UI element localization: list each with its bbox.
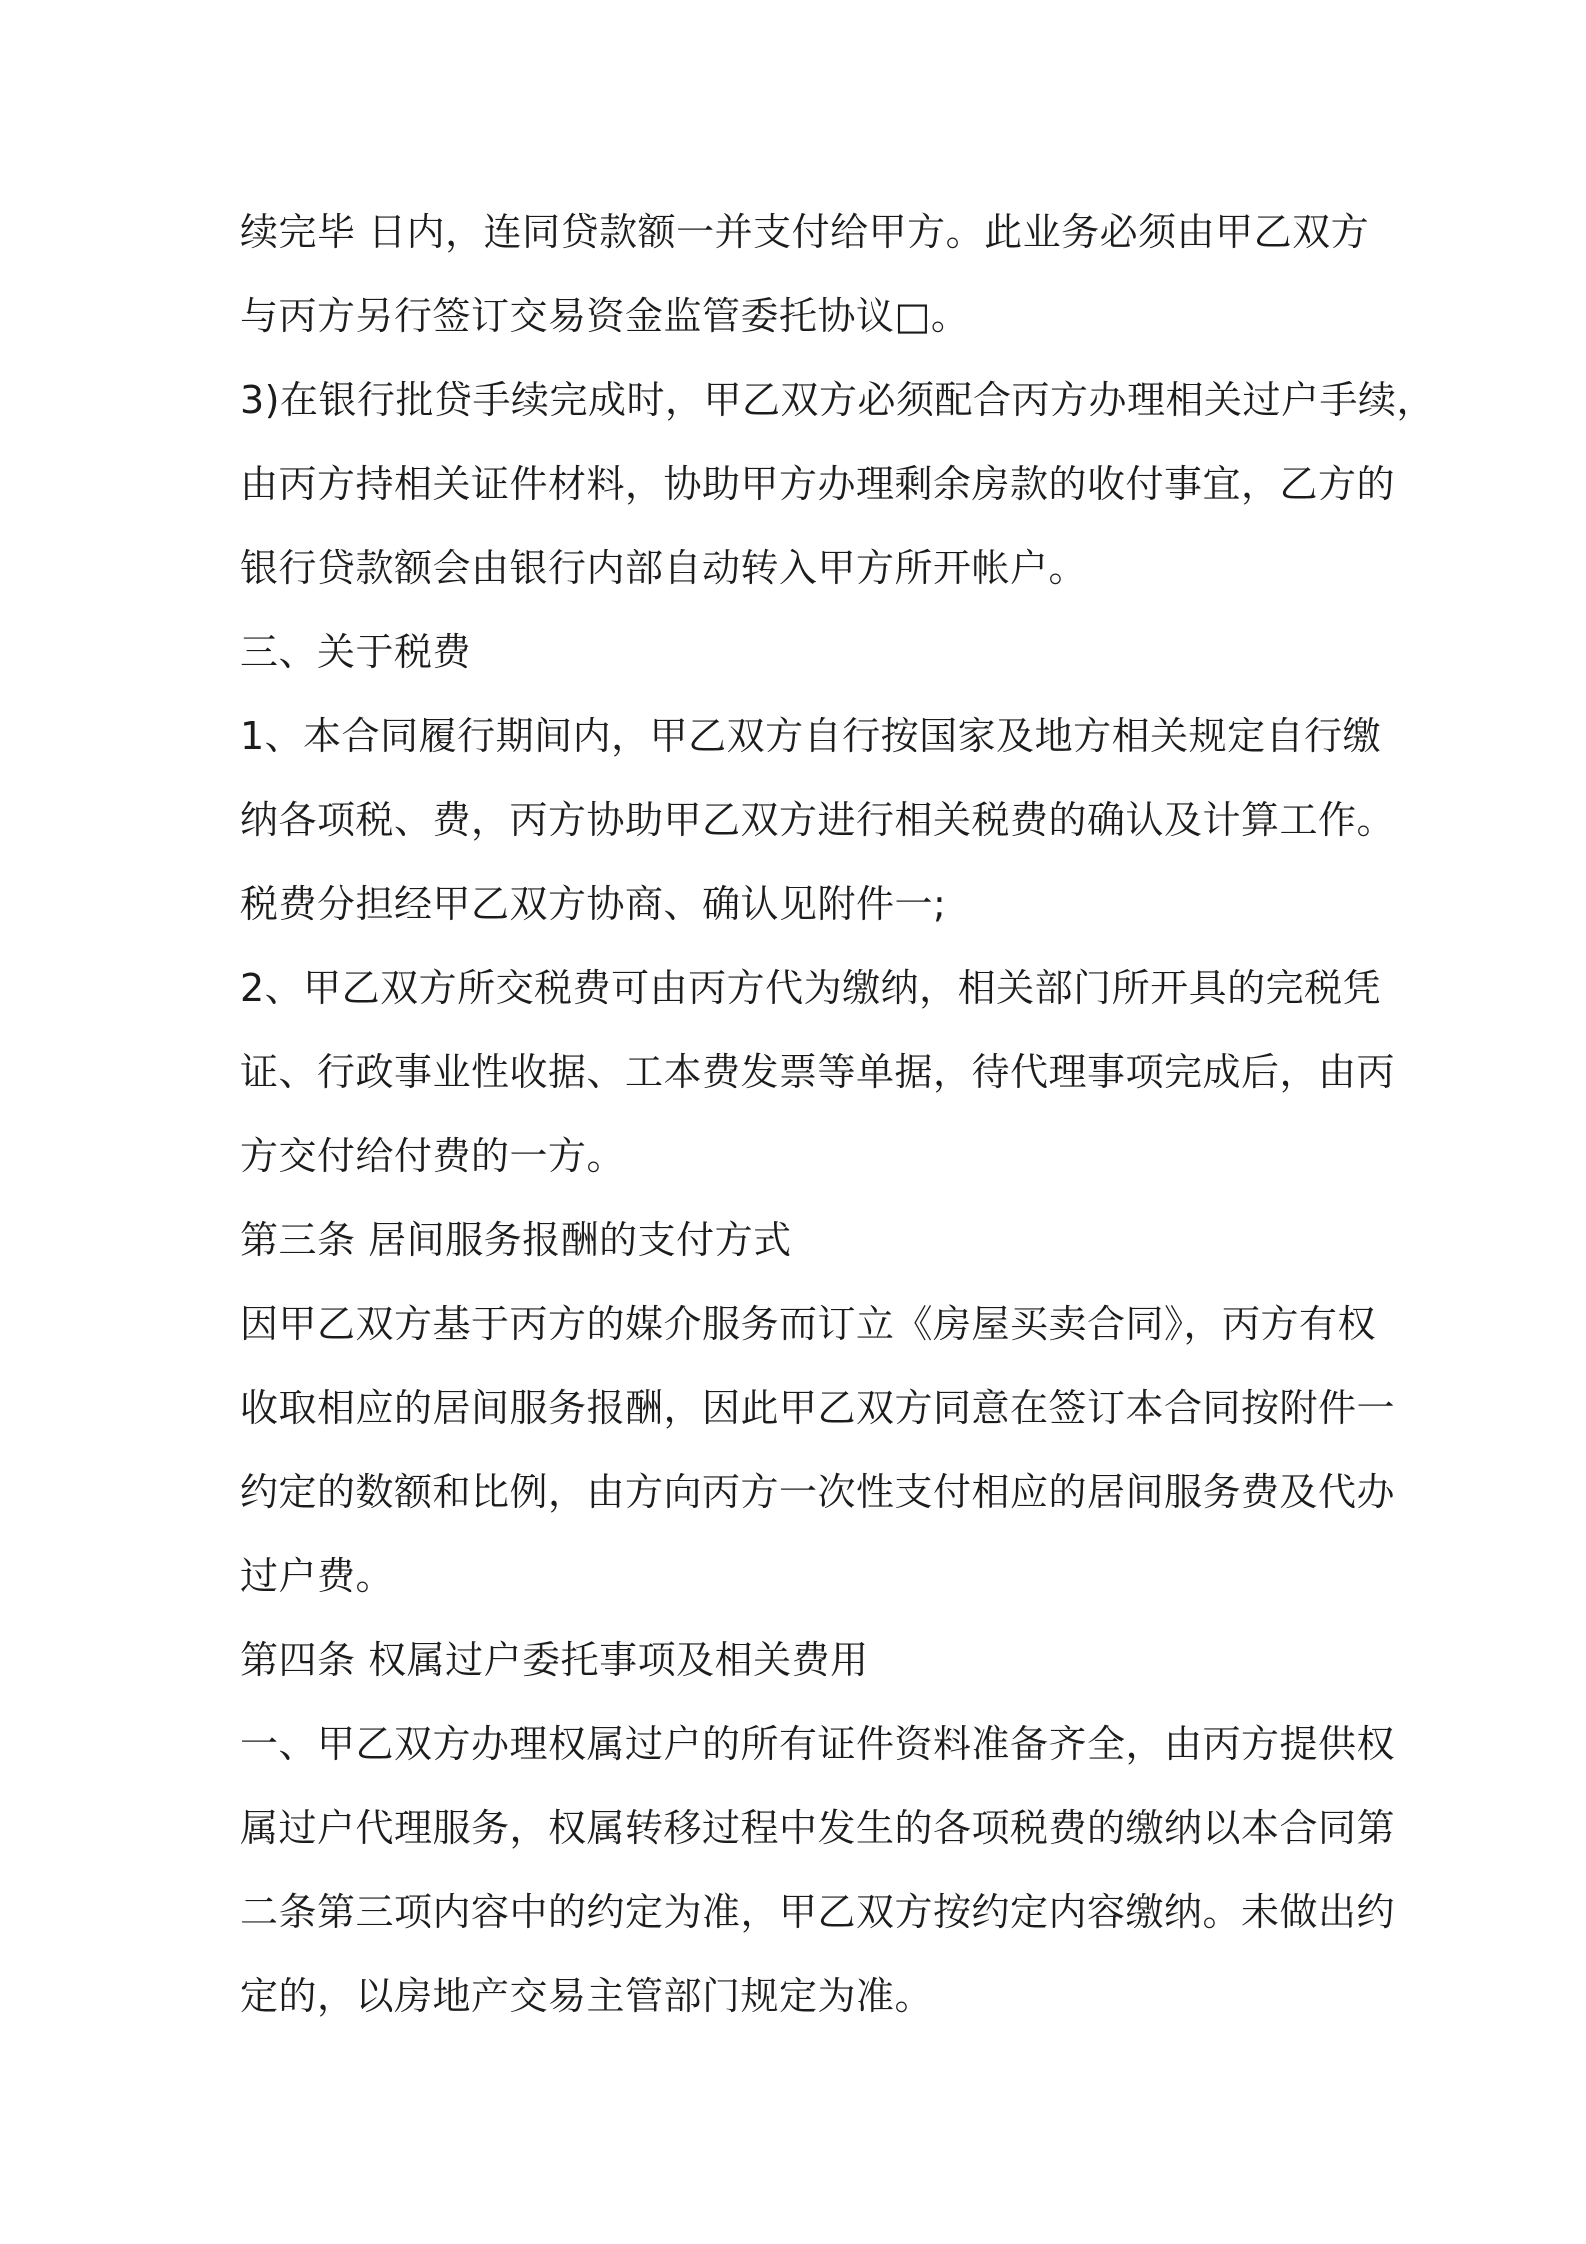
text-line: 定的，以房地产交易主管部门规定为准。	[240, 1974, 934, 2018]
text-line: 由丙方持相关证件材料，协助甲方办理剩余房款的收付事宜，乙方的	[240, 462, 1396, 506]
text-line: 证、行政事业性收据、工本费发票等单据，待代理事项完成后，由丙	[240, 1050, 1396, 1094]
text-line: 银行贷款额会由银行内部自动转入甲方所开帐户。	[240, 546, 1088, 590]
text-line: 续完毕 日内，连同贷款额一并支付给甲方。此业务必须由甲乙双方	[240, 210, 1370, 254]
text-line: 因甲乙双方基于丙方的媒介服务而订立《房屋买卖合同》，丙方有权	[240, 1302, 1377, 1346]
text-line: 二条第三项内容中的约定为准，甲乙双方按约定内容缴纳。未做出约	[240, 1890, 1396, 1934]
text-line: 方交付给付费的一方。	[240, 1134, 626, 1178]
document-body	[240, 196, 1436, 2044]
text-line: 一、甲乙双方办理权属过户的所有证件资料准备齐全，由丙方提供权	[240, 1722, 1396, 1766]
article-heading: 第四条 权属过户委托事项及相关费用	[240, 1638, 869, 1682]
text-line: 过户费。	[240, 1554, 395, 1598]
text-line: 收取相应的居间服务报酬，因此甲乙双方同意在签订本合同按附件一	[240, 1386, 1396, 1430]
text-line: 纳各项税、费，丙方协助甲乙双方进行相关税费的确认及计算工作。	[240, 798, 1396, 842]
text-line: 税费分担经甲乙双方协商、确认见附件一;	[240, 882, 947, 926]
text-line: 3)在银行批贷手续完成时，甲乙双方必须配合丙方办理相关过户手续，	[240, 378, 1436, 422]
text-line: 1、本合同履行期间内，甲乙双方自行按国家及地方相关规定自行缴	[240, 714, 1382, 758]
text-line: 属过户代理服务，权属转移过程中发生的各项税费的缴纳以本合同第	[240, 1806, 1396, 1850]
text-line: 2、甲乙双方所交税费可由丙方代为缴纳，相关部门所开具的完税凭	[240, 966, 1382, 1010]
article-heading: 第三条 居间服务报酬的支付方式	[240, 1218, 792, 1262]
section-heading: 三、关于税费	[240, 630, 472, 674]
text-line: 约定的数额和比例，由方向丙方一次性支付相应的居间服务费及代办	[240, 1470, 1396, 1514]
text-line: 与丙方另行签订交易资金监管委托协议□。	[240, 294, 970, 338]
